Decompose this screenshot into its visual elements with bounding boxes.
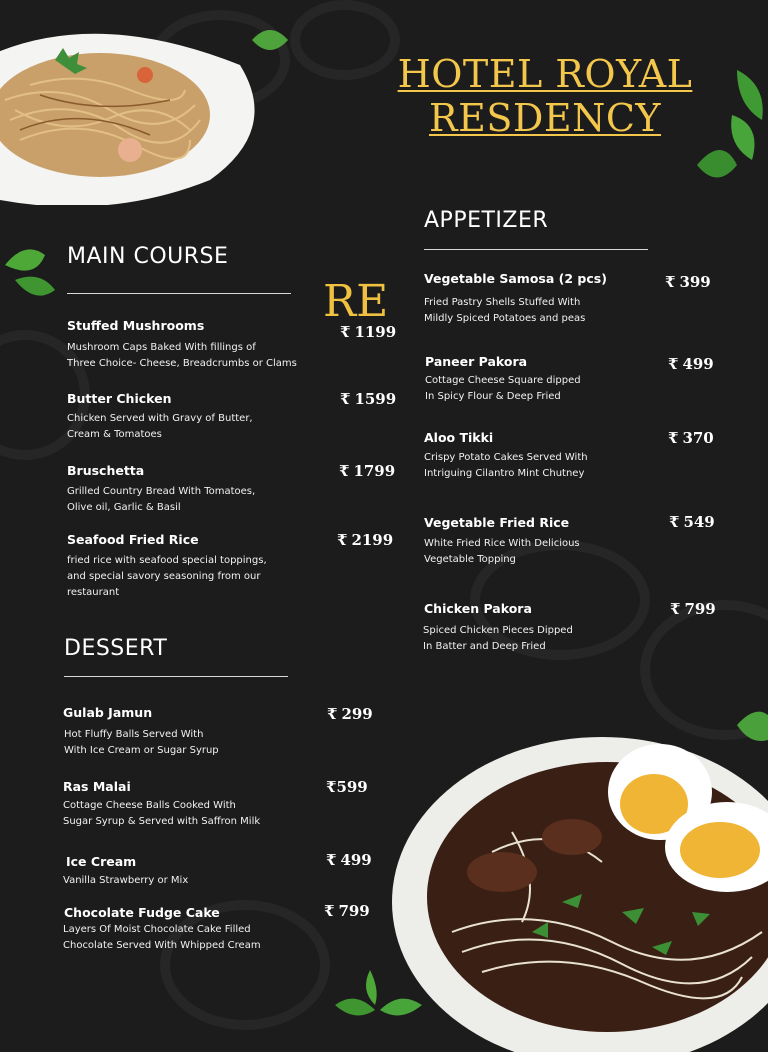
menu-item-name: Ras Malai (63, 779, 131, 794)
menu-item-name: Chocolate Fudge Cake (64, 905, 220, 920)
leaf-icon (735, 705, 768, 745)
menu-item-price: ₹ 799 (670, 600, 716, 618)
menu-item-price: ₹ 370 (668, 429, 714, 447)
menu-item-name: Bruschetta (67, 463, 145, 478)
menu-item-description: Vanilla Strawberry or Mix (63, 875, 189, 886)
appetizer-heading: APPETIZER (424, 208, 549, 233)
rupee-icon: ₹ (326, 851, 337, 869)
menu-item-description: Mushroom Caps Baked With fillings of Three Choice- Cheese, Breadcrumbs or Clams (67, 342, 297, 369)
menu-item-name: Ice Cream (66, 854, 137, 869)
rupee-icon: ₹ (340, 323, 351, 341)
mint-leaf-icon (0, 235, 60, 305)
menu-item-price: ₹ 399 (665, 273, 711, 291)
rupee-icon: ₹ (668, 429, 679, 447)
menu-item-price: ₹ 499 (668, 355, 714, 373)
rupee-icon: ₹ (337, 531, 348, 549)
menu-item-name: Aloo Tikki (424, 430, 494, 445)
mint-leaf-icon (330, 965, 425, 1024)
menu-item-description: Crispy Potato Cakes Served With Intriguing Cilantro Mint Chutney (424, 452, 588, 479)
menu-item-price: ₹ 2199 (337, 531, 394, 549)
rupee-icon: ₹ (665, 273, 676, 291)
menu-item-name: Paneer Pakora (425, 354, 528, 369)
menu-item-description: fried rice with seafood special toppings, and special savory seasoning from our restaurant (67, 555, 267, 598)
main-course-divider (67, 293, 291, 294)
menu-item-description: Fried Pastry Shells Stuffed With Mildly Spiced Potatoes and peas (424, 297, 586, 324)
main-course-heading: MAIN COURSE (67, 244, 229, 269)
menu-item-name: Vegetable Samosa (2 pcs) (424, 271, 607, 286)
rupee-icon: ₹ (669, 513, 680, 531)
menu-item-description: Cottage Cheese Square dipped In Spicy Flour & Deep Fried (425, 375, 581, 402)
rupee-icon: ₹ (668, 355, 679, 373)
menu-item-description: Hot Fluffy Balls Served With With Ice Cream or Sugar Syrup (64, 729, 219, 756)
menu-item-name: Butter Chicken (67, 391, 172, 406)
menu-item-name: Vegetable Fried Rice (424, 515, 570, 530)
noodle-plate-image (0, 20, 265, 205)
appetizer-divider (424, 249, 648, 250)
rupee-icon: ₹ (340, 390, 351, 408)
menu-item-description: Spiced Chicken Pieces Dipped In Batter and Deep Fried (423, 625, 573, 652)
rupee-icon: ₹ (324, 902, 335, 920)
menu-item-description: White Fried Rice With Delicious Vegetable Topping (424, 538, 580, 565)
menu-item-price: ₹ 799 (324, 902, 370, 920)
rupee-icon: ₹ (327, 705, 338, 723)
menu-item-price: ₹ 1599 (340, 390, 397, 408)
hotel-title: HOTEL ROYAL RESDENCY (397, 52, 693, 140)
menu-item-description: Chicken Served with Gravy of Butter, Cream & Tomatoes (67, 413, 253, 440)
leaf-icon (250, 25, 290, 55)
rupee-icon: ₹ (339, 462, 350, 480)
menu-item-price: ₹ 299 (327, 705, 373, 723)
menu-item-name: Chicken Pakora (424, 601, 532, 616)
rupee-icon: ₹ (326, 778, 337, 796)
menu-item-description: Grilled Country Bread With Tomatoes, Olive oil, Garlic & Basil (67, 486, 256, 513)
menu-item-description: Layers Of Moist Chocolate Cake Filled Chocolate Served With Whipped Cream (63, 924, 261, 951)
rupee-icon: ₹ (670, 600, 681, 618)
re-watermark: RE (323, 276, 389, 327)
dessert-heading: DESSERT (64, 636, 168, 661)
noodle-soup-bowl-image (392, 732, 768, 1052)
menu-item-price: ₹ 499 (326, 851, 372, 869)
menu-item-price: ₹599 (326, 778, 368, 796)
menu-item-price: ₹ 1199 (340, 323, 397, 341)
dessert-divider (64, 676, 288, 677)
menu-item-name: Gulab Jamun (63, 705, 153, 720)
menu-item-description: Cottage Cheese Balls Cooked With Sugar Syrup & Served with Saffron Milk (63, 800, 261, 827)
menu-item-price: ₹ 1799 (339, 462, 396, 480)
menu-item-name: Seafood Fried Rice (67, 532, 199, 547)
menu-item-price: ₹ 549 (669, 513, 715, 531)
menu-item-name: Stuffed Mushrooms (67, 318, 205, 333)
